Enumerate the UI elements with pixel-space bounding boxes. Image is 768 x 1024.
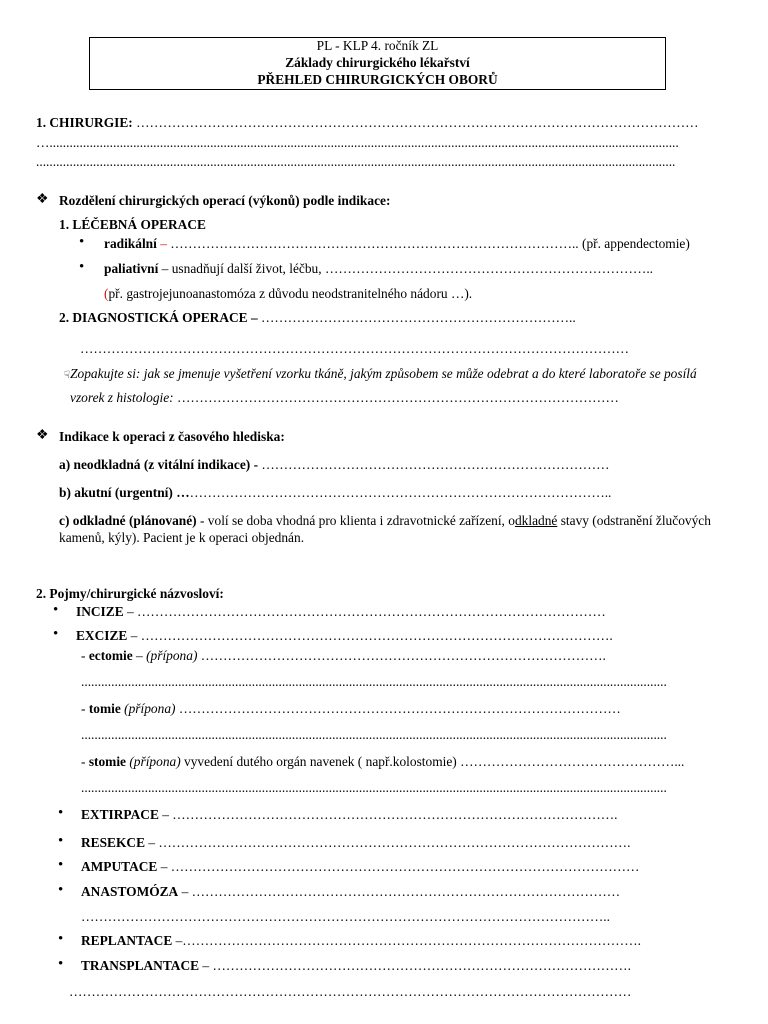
replantace-line <box>81 934 641 947</box>
chirurgie-dots: ……………………………………………………………………………………………………………… <box>132 115 699 130</box>
transplantace-label: TRANSPLANTACE <box>81 958 200 973</box>
incize-label: INCIZE <box>76 604 124 619</box>
ectomie-dash: – <box>132 648 147 663</box>
amputace-label: AMPUTACE <box>81 859 158 874</box>
odkladne-label: c) odkladné (plánované) <box>59 513 197 528</box>
stomie-blank-line: ............................................................................................................................................................................... <box>81 781 667 795</box>
radikalni-line <box>104 237 690 250</box>
chirurgie-line <box>36 116 698 129</box>
excize-line <box>76 629 613 642</box>
paliativni-note-text: př. gastrojejunoanastomóza z důvodu neodstranitelného nádoru …). <box>108 286 473 301</box>
neodkladna-line <box>59 458 610 471</box>
diagnosticka-dots: …………………………………………………………….. <box>257 310 576 325</box>
akutni-dots: ………………………………………………………………………………….. <box>189 485 612 500</box>
bullet-icon: • <box>79 259 85 275</box>
ectomie-blank-line: ............................................................................................................................................................................... <box>81 675 667 689</box>
bullet-icon: • <box>79 234 85 250</box>
radikalni-dash: – <box>156 236 167 251</box>
pojmy-heading: 2. Pojmy/chirurgické názvosloví: <box>36 586 224 601</box>
neodkladna-label: a) neodkladná (z vitální indikace) - <box>59 457 259 472</box>
tomie-dots: ……………………………………………………………………………………… <box>175 701 621 716</box>
excize-dots: – ……………………………………………………………………………………………. <box>127 628 613 643</box>
diamond-bullet-icon: ❖ <box>36 428 49 443</box>
bullet-icon: • <box>58 857 64 873</box>
resekce-label: RESEKCE <box>81 835 145 850</box>
chirurgie-blank-line-3: ............................................................................................................................................................................................... <box>36 155 676 169</box>
tomie-suffix: (přípona) <box>120 701 176 716</box>
extirpace-dots: – ………………………………………………………………………………………. <box>158 807 618 822</box>
odkladne-rest-2: stavy (odstranění žlučových <box>557 513 711 528</box>
extirpace-line <box>81 808 618 821</box>
header-course: PL - KLP 4. ročník ZL <box>316 38 439 53</box>
bullet-icon: • <box>58 956 64 972</box>
zopakujte-dots: ……………………………………………………………………………………… <box>173 390 619 405</box>
anastomoza-dots: – …………………………………………………………………………………… <box>178 884 621 899</box>
bullet-icon: • <box>53 626 59 642</box>
header-subject: Základy chirurgického lékařství <box>285 55 470 70</box>
tomie-prefix: - <box>81 701 89 716</box>
ectomie-label: ectomie <box>88 648 133 663</box>
odkladne-rest-1: - volí se doba vhodná pro klienta i zdravotnické zařízení, o <box>196 513 515 528</box>
diagnosticka-label: 2. DIAGNOSTICKÁ OPERACE – <box>59 310 258 325</box>
tomie-blank-line: ............................................................................................................................................................................... <box>81 728 667 742</box>
bullet-icon: • <box>53 602 59 618</box>
tomie-line <box>81 702 621 715</box>
zopakujte-histologie: vzorek z histologie: <box>70 390 174 405</box>
ectomie-prefix: - <box>81 648 89 663</box>
odkladne-line <box>59 514 711 527</box>
diagnosticka-blank-line: …………………………………………………………………………………………………………… <box>80 341 630 356</box>
radikalni-label: radikální <box>104 236 157 251</box>
transplantace-blank-line: ……………………………………………………………………………………………………………… <box>69 984 632 999</box>
akutni-label: b) akutní (urgentní) … <box>59 485 190 500</box>
replantace-label: REPLANTACE <box>81 933 173 948</box>
anastomoza-blank-line: ……………………………………………………………………………………………………….. <box>81 909 610 924</box>
zopakujte-line <box>64 367 697 381</box>
excize-label: EXCIZE <box>76 628 128 643</box>
bullet-icon: • <box>58 805 64 821</box>
stomie-rest: vyvedení dutého orgán navenek ( např.kolostomie) …………………………………………... <box>180 754 685 769</box>
indikace-heading: Rozdělení chirurgických operací (výkonů) podle indikace: <box>59 193 391 208</box>
extirpace-label: EXTIRPACE <box>81 807 159 822</box>
replantace-dots: –…………………………………………………………………………………………. <box>172 933 641 948</box>
anastomoza-label: ANASTOMÓZA <box>81 884 179 899</box>
resekce-line <box>81 836 630 849</box>
ectomie-line <box>81 649 606 662</box>
paliativni-note <box>104 287 472 300</box>
transplantace-dots: – …………………………………………………………………………………. <box>199 958 631 973</box>
ectomie-dots: ………………………………………………………………………………. <box>197 648 606 663</box>
bullet-icon: • <box>58 833 64 849</box>
header-box <box>89 37 666 90</box>
pointing-hand-icon: ☟ <box>64 370 71 381</box>
incize-line <box>76 605 606 618</box>
tomie-label: tomie <box>88 701 121 716</box>
stomie-suffix: (přípona) <box>126 754 181 769</box>
lecebna-operace-heading: 1. LÉČEBNÁ OPERACE <box>59 217 206 232</box>
chirurgie-blank-line-2: …............................................................................................................................................................................................ <box>36 136 679 150</box>
incize-dots: – …………………………………………………………………………………………… <box>123 604 606 619</box>
stomie-prefix: - <box>81 754 89 769</box>
chirurgie-label: 1. CHIRURGIE: <box>36 115 133 130</box>
stomie-line <box>81 755 684 768</box>
amputace-dots: – …………………………………………………………………………………………… <box>157 859 640 874</box>
odkladne-underlined: dkladné <box>514 513 558 528</box>
radikalni-rest: ……………………………………………………………………………….. (př. appendectomie) <box>166 236 690 251</box>
akutni-line <box>59 486 611 499</box>
zopakujte-line-2 <box>70 391 619 404</box>
amputace-line <box>81 860 639 873</box>
bullet-icon: • <box>58 931 64 947</box>
zopakujte-text: Zopakujte si: jak se jmenuje vyšetření vzorku tkáně, jakým způsobem se může odebrat a do které laboratoře se posílá <box>70 366 697 381</box>
paliativni-line <box>104 262 653 275</box>
ectomie-suffix: (přípona) <box>146 648 198 663</box>
neodkladna-dots: …………………………………………………………………… <box>258 457 610 472</box>
paliativni-note-paren: ( <box>104 286 109 301</box>
paliativni-label: paliativní <box>104 261 159 276</box>
odkladne-line-2: kamenů, kýly). Pacient je k operaci objednán. <box>59 530 305 545</box>
paliativni-rest: – usnadňují další život, léčbu, ……………………………………………………………….. <box>158 261 654 276</box>
resekce-dots: – ……………………………………………………………………………………………. <box>145 835 631 850</box>
casove-hledisko-heading: Indikace k operaci z časového hlediska: <box>59 429 285 444</box>
bullet-icon: • <box>58 882 64 898</box>
stomie-label: stomie <box>88 754 126 769</box>
anastomoza-line <box>81 885 620 898</box>
header-title: PŘEHLED CHIRURGICKÝCH OBORŮ <box>257 72 498 87</box>
diagnosticka-line <box>59 311 576 324</box>
transplantace-line <box>81 959 631 972</box>
diamond-bullet-icon: ❖ <box>36 192 49 207</box>
